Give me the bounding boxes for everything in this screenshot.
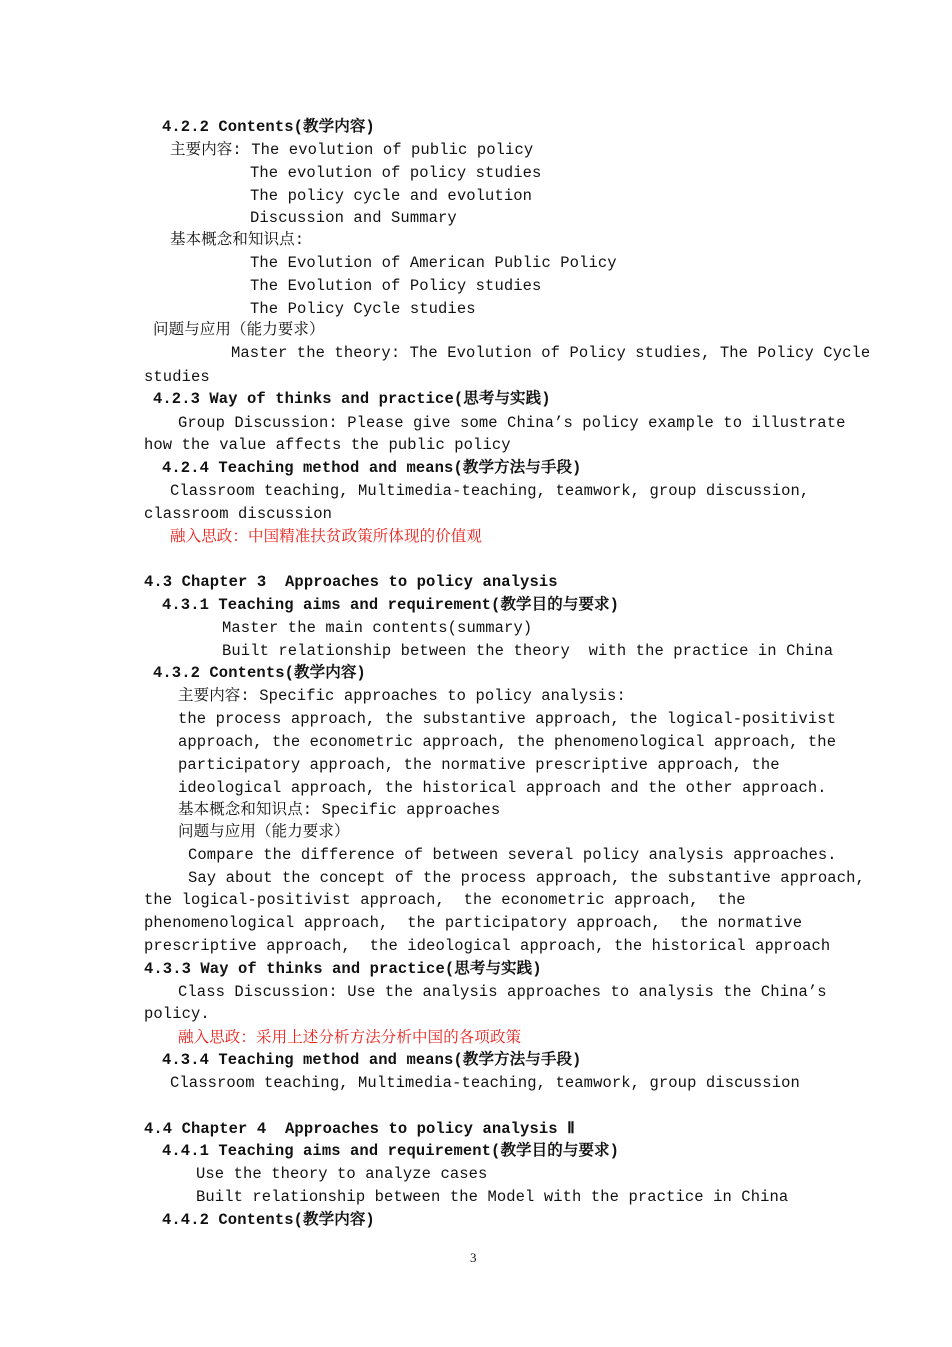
text-line: 问题与应用（能力要求） — [153, 321, 325, 339]
heading-4-2-4: 4.2.4 Teaching method and means(教学方法与手段) — [162, 459, 582, 477]
text-line: 基本概念和知识点: — [170, 231, 305, 249]
heading-chapter-3: 4.3 Chapter 3 Approaches to policy analysis — [144, 573, 558, 591]
text-line: The Policy Cycle studies — [250, 300, 476, 318]
heading-4-3-2: 4.3.2 Contents(教学内容) — [153, 664, 366, 682]
text-line: the process approach, the substantive approach, the logical-positivist — [178, 710, 837, 728]
text-line: Classroom teaching, Multimedia-teaching, teamwork, group discussion, — [170, 482, 810, 500]
ideology-note: 融入思政：采用上述分析方法分析中国的各项政策 — [178, 1028, 522, 1046]
text-line: Use the theory to analyze cases — [196, 1165, 488, 1183]
text-line: Master the theory: The Evolution of Policy studies, The Policy Cycle — [231, 344, 871, 362]
text-line: prescriptive approach, the ideological approach, the historical approach — [144, 937, 831, 955]
text-line: 基本概念和知识点: Specific approaches — [178, 801, 501, 819]
text-line: Master the main contents(summary) — [222, 619, 533, 637]
text-line: policy. — [144, 1005, 210, 1023]
text-line: The policy cycle and evolution — [250, 187, 533, 205]
text-line: Say about the concept of the process approach, the substantive approach, — [188, 869, 865, 887]
text-line: The Evolution of American Public Policy — [250, 254, 617, 272]
text-line: 主要内容: The evolution of public policy — [170, 141, 534, 159]
text-line: Class Discussion: Use the analysis approaches to analysis the China’s — [178, 983, 827, 1001]
heading-4-3-1: 4.3.1 Teaching aims and requirement(教学目的与要求) — [162, 596, 620, 614]
text-line: Discussion and Summary — [250, 209, 457, 227]
text-line: participatory approach, the normative prescriptive approach, the — [178, 756, 780, 774]
text-line: classroom discussion — [144, 505, 333, 523]
heading-chapter-4: 4.4 Chapter 4 Approaches to policy analysis Ⅱ — [144, 1120, 575, 1138]
page-number: 3 — [470, 1250, 477, 1265]
text-line: Classroom teaching, Multimedia-teaching, teamwork, group discussion — [170, 1074, 800, 1092]
text-line: approach, the econometric approach, the phenomenological approach, the — [178, 733, 837, 751]
text-line: 主要内容: Specific approaches to policy analysis: — [178, 687, 626, 705]
text-line: ideological approach, the historical approach and the other approach. — [178, 779, 827, 797]
text-line: the logical-positivist approach, the econometric approach, the — [144, 891, 746, 909]
text-line: Compare the difference of between several policy analysis approaches. — [188, 846, 837, 864]
heading-4-3-4: 4.3.4 Teaching method and means(教学方法与手段) — [162, 1051, 582, 1069]
heading-4-3-3: 4.3.3 Way of thinks and practice(思考与实践) — [144, 960, 542, 978]
text-line: studies — [144, 368, 210, 386]
text-line: The evolution of policy studies — [250, 164, 542, 182]
text-line: Group Discussion: Please give some China’s policy example to illustrate — [178, 414, 846, 432]
text-line: phenomenological approach, the participatory approach, the normative — [144, 914, 803, 932]
ideology-note: 融入思政：中国精准扶贫政策所体现的价值观 — [170, 527, 483, 545]
heading-4-2-2: 4.2.2 Contents(教学内容) — [162, 118, 375, 136]
text-line: 问题与应用（能力要求） — [178, 823, 350, 841]
text-line: Built relationship between the Model with the practice in China — [196, 1188, 789, 1206]
heading-4-2-3: 4.2.3 Way of thinks and practice(思考与实践) — [153, 390, 551, 408]
heading-4-4-1: 4.4.1 Teaching aims and requirement(教学目的与要求) — [162, 1142, 620, 1160]
text-line: Built relationship between the theory with the practice in China — [222, 642, 834, 660]
text-line: how the value affects the public policy — [144, 436, 511, 454]
text-line: The Evolution of Policy studies — [250, 277, 542, 295]
heading-4-4-2: 4.4.2 Contents(教学内容) — [162, 1211, 375, 1229]
